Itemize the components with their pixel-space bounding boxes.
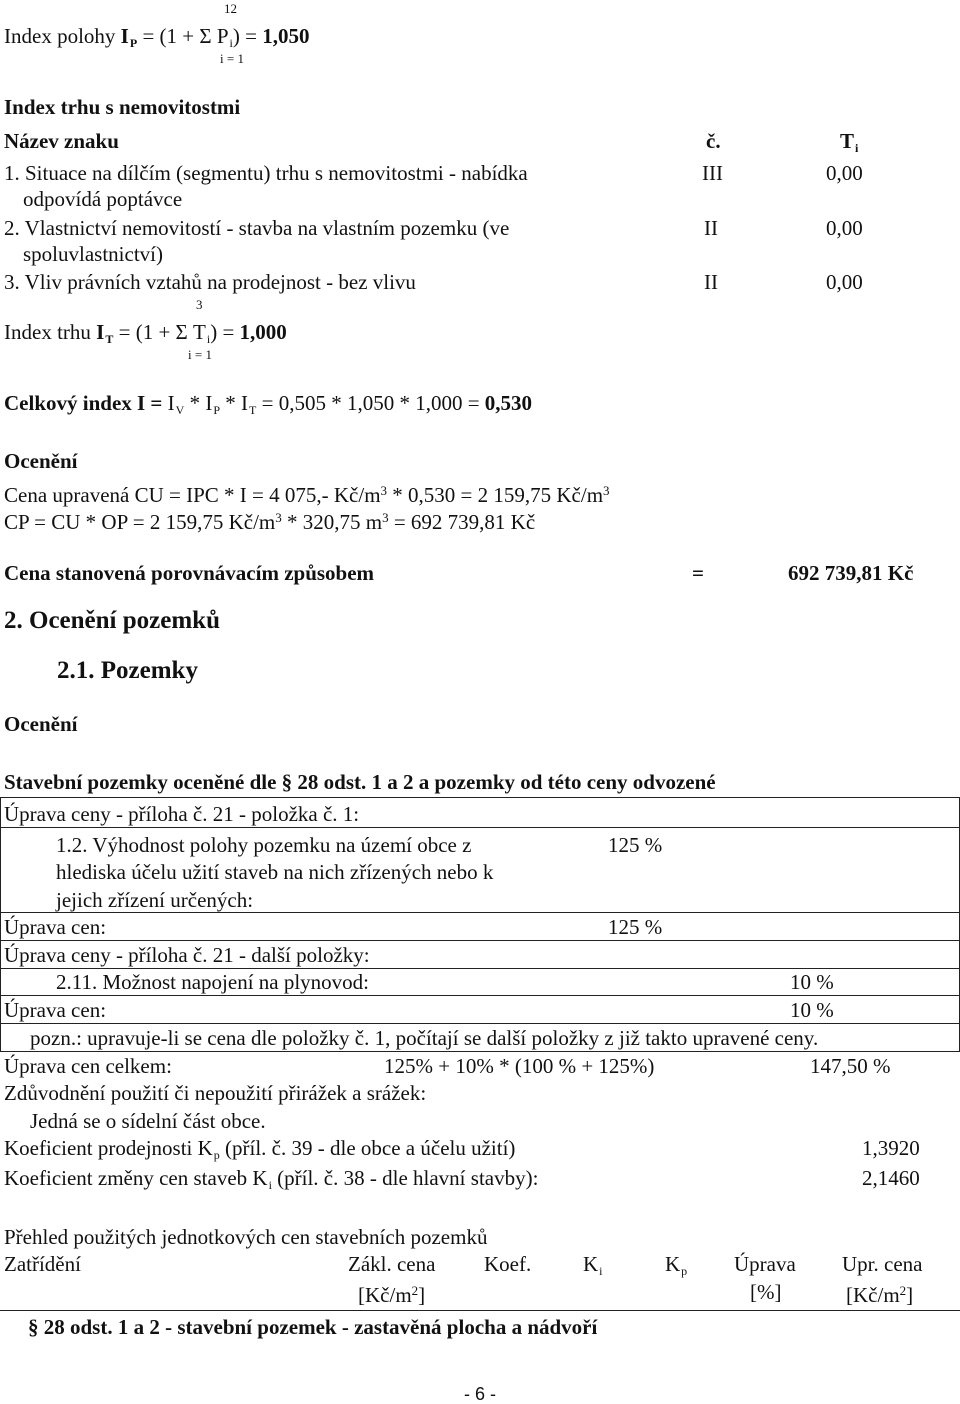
cena-stanovena-label: Cena stanovená porovnávacím způsobem — [4, 561, 375, 585]
uprava-ceny-polozka-1: Úprava ceny - příloha č. 21 - položka č. 1: — [4, 802, 360, 826]
col-header-zakl-cena: Zákl. cena — [348, 1252, 436, 1276]
sigma-symbol: Σ — [199, 24, 212, 48]
koeficient-prodejnosti-value: 1,3920 — [862, 1136, 920, 1160]
table-row-3-line1: 3. Vliv právních vztahů na prodejnost - bez vlivu — [4, 270, 416, 294]
table-row-1-line2: odpovídá poptávce — [23, 187, 183, 211]
col-header-ki: $K_i$ — [583, 1252, 603, 1278]
col-header-koef: Koef. — [484, 1252, 532, 1276]
uprava-cen-label: Úprava cen: — [4, 998, 107, 1022]
koeficient-zmeny-cen: Koeficient změny cen staveb $K_i$ (příl. č. 38 - dle hlavní stavby): — [4, 1166, 539, 1192]
col-header-zatrideni: Zatřídění — [4, 1252, 81, 1276]
col-header-t: $T_i$ — [840, 129, 859, 155]
item-2-11: 2.11. Možnost napojení na plynovod: — [56, 970, 370, 994]
koeficient-prodejnosti: Koeficient prodejnosti $K_p$ (příl. č. 39 - dle obce a účelu užití) — [4, 1136, 516, 1162]
col-header-kp: $K_p$ — [665, 1252, 688, 1278]
uprava-cen-celkem-label: Úprava cen celkem: — [4, 1054, 172, 1078]
divider — [0, 1051, 960, 1052]
oceneni-heading: Ocenění — [4, 712, 78, 736]
pozemky-heading: Stavební pozemky oceněné dle § 28 odst. 1 a 2 a pozemky od této ceny odvozené — [4, 770, 716, 794]
zduvodneni-text: Jedná se o sídelní část obce. — [30, 1109, 266, 1133]
table-row-2-line1: 2. Vlastnictví nemovitostí - stavba na vlastním pozemku (ve — [4, 216, 510, 240]
index-trhu-result: 1,000 — [239, 320, 287, 344]
section-subtitle: 2.1. Pozemky — [57, 657, 198, 684]
table-row-1-t: 0,00 — [826, 161, 863, 185]
oceneni-heading: Ocenění — [4, 449, 78, 473]
table-row-2-c: II — [704, 216, 718, 240]
divider — [0, 968, 960, 969]
divider — [0, 1023, 960, 1024]
divider — [0, 797, 960, 798]
table-row-1-line1: 1. Situace na dílčím (segmentu) trhu s nemovitostmi - nabídka — [4, 161, 528, 185]
divider — [0, 1310, 960, 1311]
sum-upper-limit: 12 — [224, 1, 237, 16]
uprava-ceny-dalsi: Úprava ceny - příloha č. 21 - další položky: — [4, 943, 370, 967]
index-trhu-heading: Index trhu s nemovitostmi — [4, 95, 241, 119]
celkovy-index-result: 0,530 — [484, 391, 533, 415]
index-polohy-result: 1,050 — [262, 24, 310, 48]
divider — [0, 995, 960, 996]
uprava-cen-celkem-value: 147,50 % — [810, 1054, 891, 1078]
col-header-name: Název znaku — [4, 129, 119, 153]
col-header-uprava: Úprava — [734, 1252, 796, 1276]
item-1-2-line3: jejich zřízení určených: — [56, 888, 254, 912]
table-row: § 28 odst. 1 a 2 - stavební pozemek - zastavěná plocha a nádvoří — [28, 1315, 598, 1339]
index-trhu-formula: Index trhu $I_T = (1 + \Sigma$ $T_i) = 1,000$ — [4, 320, 287, 346]
prehled-title: Přehled použitých jednotkových cen stavebních pozemků — [4, 1225, 488, 1249]
col-header-zakl-cena-unit: $[Kč/m^2]$ — [358, 1283, 426, 1307]
table-row-3-t: 0,00 — [826, 270, 863, 294]
celkovy-index-formula: Celkový index $I = I_V * I_P * I_T = 0,505 * 1,050 * 1,000 = 0,530$ — [4, 391, 533, 417]
col-header-upr-cena: Upr. cena — [842, 1252, 923, 1276]
table-row-3-c: II — [704, 270, 718, 294]
item-1-2-line2: hlediska účelu užití staveb na nich zřízených nebo k — [56, 860, 494, 884]
divider — [0, 940, 960, 941]
zduvodneni-label: Zdůvodnění použití či nepoužití přirážek a srážek: — [4, 1081, 427, 1105]
page-number: - 6 - — [464, 1384, 497, 1404]
divider — [0, 827, 960, 828]
item-1-2-value: 125 % — [608, 833, 663, 857]
sigma-symbol: Σ — [175, 320, 188, 344]
table-row-1-c: III — [702, 161, 723, 185]
item-2-11-value: 10 % — [790, 970, 834, 994]
col-header-uprava-unit: [%] — [750, 1280, 782, 1304]
table-row-2-t: 0,00 — [826, 216, 863, 240]
col-header-upr-cena-unit: $[Kč/m^2]$ — [846, 1283, 914, 1307]
section-title: 2. Ocenění pozemků — [4, 607, 220, 634]
cena-cp-line: CP = CU * OP = 2 159,75 $Kč/m^3 * 320,75$ $m^3 = 692$ 739,81 Kč — [4, 510, 536, 534]
uprava-cen-celkem-formula: 125% + 10% * (100 % + 125%) — [384, 1054, 655, 1078]
uprava-cen-value: 125 % — [608, 915, 663, 939]
divider — [0, 797, 1, 1051]
sum-upper-limit: 3 — [196, 297, 203, 312]
poznamka: pozn.: upravuje-li se cena dle položky č. 1, počítají se další položky z již takto upravené ceny. — [30, 1026, 819, 1050]
koeficient-zmeny-cen-value: 2,1460 — [862, 1166, 920, 1190]
sum-lower-limit: i = 1 — [220, 51, 244, 66]
uprava-cen-label: Úprava cen: — [4, 915, 107, 939]
cena-stanovena-value: 692 739,81 Kč — [788, 561, 914, 585]
sum-lower-limit: i = 1 — [188, 347, 212, 362]
table-row-2-line2: spoluvlastnictví) — [23, 242, 163, 266]
cena-stanovena-eq: = — [692, 561, 704, 585]
index-polohy-formula: Index polohy $I_P = (1 + \Sigma$ $P_i) = 1,050$ — [4, 24, 310, 50]
col-header-c: č. — [706, 129, 721, 153]
cena-upravena-line: Cena upravená CU = IPC * I = 4 075,- $Kč/m^3 * 0,530 = 2$ 159,75 $Kč/m^3$ — [4, 483, 610, 507]
item-1-2-line1: 1.2. Výhodnost polohy pozemku na území obce z — [56, 833, 472, 857]
divider — [0, 912, 960, 913]
uprava-cen-value: 10 % — [790, 998, 834, 1022]
